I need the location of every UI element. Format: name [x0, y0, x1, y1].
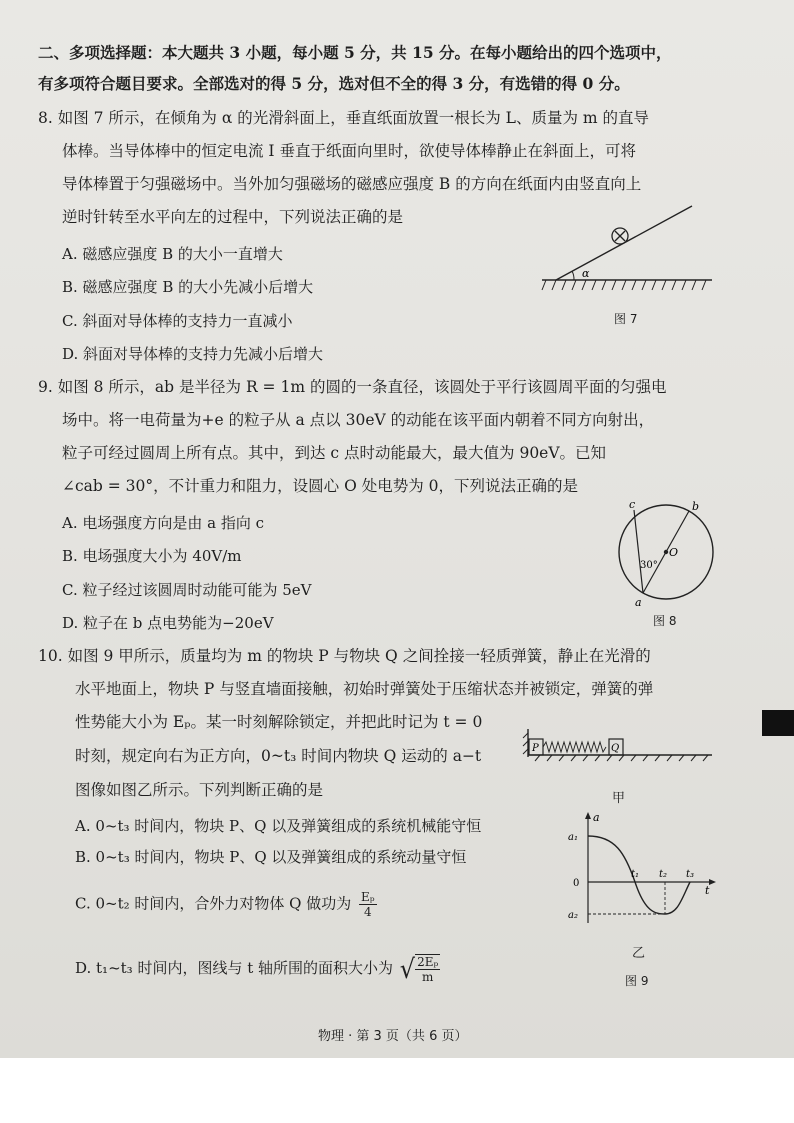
floor-hatching [535, 755, 708, 761]
q10-option-c-text: C. 0~t₂ 时间内，合外力对物体 Q 做功为 [75, 894, 352, 913]
figure-7-caption: 图 7 [614, 312, 638, 326]
q10-option-c [75, 890, 377, 919]
figure-9-jia-label: 甲 [612, 791, 626, 806]
figure-7-incline [538, 200, 718, 300]
q10-option-a: A. 0~t₃ 时间内，物块 P、Q 以及弹簧组成的系统机械能守恒 [75, 817, 482, 835]
t-axis-label: t [705, 884, 710, 897]
q9-option-d: D. 粒子在 b 点电势能为−20eV [62, 614, 274, 632]
fraction-denominator: 4 [363, 905, 372, 919]
origin-label: 0 [573, 878, 580, 889]
q9-stem-line: ∠cab = 30°，不计重力和阻力，设圆心 O 处电势为 0，下列说法正确的是 [62, 477, 578, 495]
q8-option-c: C. 斜面对导体棒的支持力一直减小 [62, 312, 293, 330]
t2-label: t₂ [659, 869, 668, 880]
a-axis-arrow [585, 812, 591, 819]
q8-option-b: B. 磁感应强度 B 的大小先减小后增大 [62, 278, 314, 296]
t1-label: t₁ [631, 869, 640, 880]
q9-stem-line: 粒子可经过圆周上所有点。其中，到达 c 点时动能最大，最大值为 90eV。已知 [62, 444, 607, 462]
section-header-line1: 二、多项选择题：本大题共 3 小题，每小题 5 分，共 15 分。在每小题给出的四个选项中， [38, 43, 672, 62]
angle-arc [572, 271, 574, 280]
wall-hatching [523, 733, 528, 754]
figure-8-circle [610, 500, 720, 610]
q10-option-b: B. 0~t₃ 时间内，物块 P、Q 以及弹簧组成的系统动量守恒 [75, 848, 467, 866]
point-b-label: b [692, 500, 700, 513]
center-o-label: O [669, 546, 679, 559]
q10-stem-line: 性势能大小为 Eₚ。某一时刻解除锁定，并把此时记为 t = 0 [75, 713, 483, 731]
q10-stem-line: 时刻，规定向右为正方向，0~t₃ 时间内物块 Q 运动的 a−t [75, 747, 482, 765]
figure-9-caption: 图 9 [625, 974, 649, 988]
q10-stem-line: 10. 如图 9 甲所示，质量均为 m 的物块 P 与物块 Q 之间拴接一轻质弹簧，静止在光滑的 [38, 647, 651, 665]
angle-30-label: 30° [640, 560, 658, 571]
figure-9-yi-label: 乙 [632, 946, 646, 961]
q10-option-c-fraction [359, 890, 377, 919]
t-axis-arrow [709, 879, 716, 885]
center-point [664, 550, 668, 554]
q10-stem-line: 图像如图乙所示。下列判断正确的是 [75, 781, 324, 799]
q8-stem-line: 导体棒置于匀强磁场中。当外加匀强磁场的磁感应强度 B 的方向在纸面内由竖直向上 [62, 175, 642, 193]
q9-stem-line: 9. 如图 8 所示，ab 是半径为 R = 1m 的圆的一条直径，该圆处于平行该圆周平面的匀强电 [38, 378, 667, 396]
chord-ac [634, 510, 643, 593]
a1-label: a₁ [568, 832, 578, 843]
point-a-label: a [635, 596, 642, 609]
q10-option-d [75, 952, 440, 986]
a2-label: a₂ [568, 910, 578, 921]
page-edge-tab [762, 710, 794, 736]
q10-stem-line: 水平地面上，物块 P 与竖直墙面接触，初始时弹簧处于压缩状态并被锁定，弹簧的弹 [75, 680, 654, 698]
page-footer: 物理 · 第 3 页（共 6 页） [318, 1029, 468, 1044]
q8-stem-line: 体棒。当导体棒中的恒定电流 I 垂直于纸面向里时，欲使导体棒静止在斜面上，可将 [62, 142, 636, 160]
block-q-label: Q [611, 743, 620, 754]
q10-option-d-text: D. t₁~t₃ 时间内，图线与 t 轴所围的面积大小为 [75, 959, 394, 977]
q8-stem-line: 逆时针转至水平向左的过程中，下列说法正确的是 [62, 208, 404, 226]
q8-option-a: A. 磁感应强度 B 的大小一直增大 [62, 245, 283, 263]
t3-label: t₃ [686, 869, 695, 880]
block-p-label: P [532, 743, 539, 754]
figure-8-caption: 图 8 [653, 614, 677, 628]
fraction-numerator: 2Eₚ [417, 955, 439, 969]
figure-9-jia-spring-system [520, 725, 715, 765]
fraction-numerator: Eₚ [361, 890, 375, 904]
q9-option-c: C. 粒子经过该圆周时动能可能为 5eV [62, 581, 312, 599]
a-axis-label: a [593, 811, 600, 824]
ground-hatching [542, 280, 706, 290]
q9-option-b: B. 电场强度大小为 40V/m [62, 547, 242, 565]
spring-icon [543, 742, 606, 752]
conductor-rod-icon [612, 228, 628, 244]
fraction-denominator: m [422, 970, 434, 984]
q10-option-d-fraction [415, 954, 440, 984]
q8-stem-line: 8. 如图 7 所示，在倾角为 α 的光滑斜面上，垂直纸面放置一根长为 L、质量为 m 的直导 [38, 109, 650, 127]
q9-option-a: A. 电场强度方向是由 a 指向 c [62, 514, 265, 532]
angle-alpha-label: α [582, 267, 590, 280]
q8-option-d: D. 斜面对导体棒的支持力先减小后增大 [62, 345, 324, 363]
point-c-label: c [629, 500, 636, 511]
figure-9-yi-at-graph [560, 808, 720, 928]
section-header-line2: 有多项符合题目要求。全部选对的得 5 分，选对但不全的得 3 分，有选错的得 0 分。 [38, 74, 630, 93]
q9-stem-line: 场中。将一电荷量为+e 的粒子从 a 点以 30eV 的动能在该平面内朝着不同方向射出， [62, 411, 655, 429]
sqrt-icon: √ [399, 953, 416, 985]
